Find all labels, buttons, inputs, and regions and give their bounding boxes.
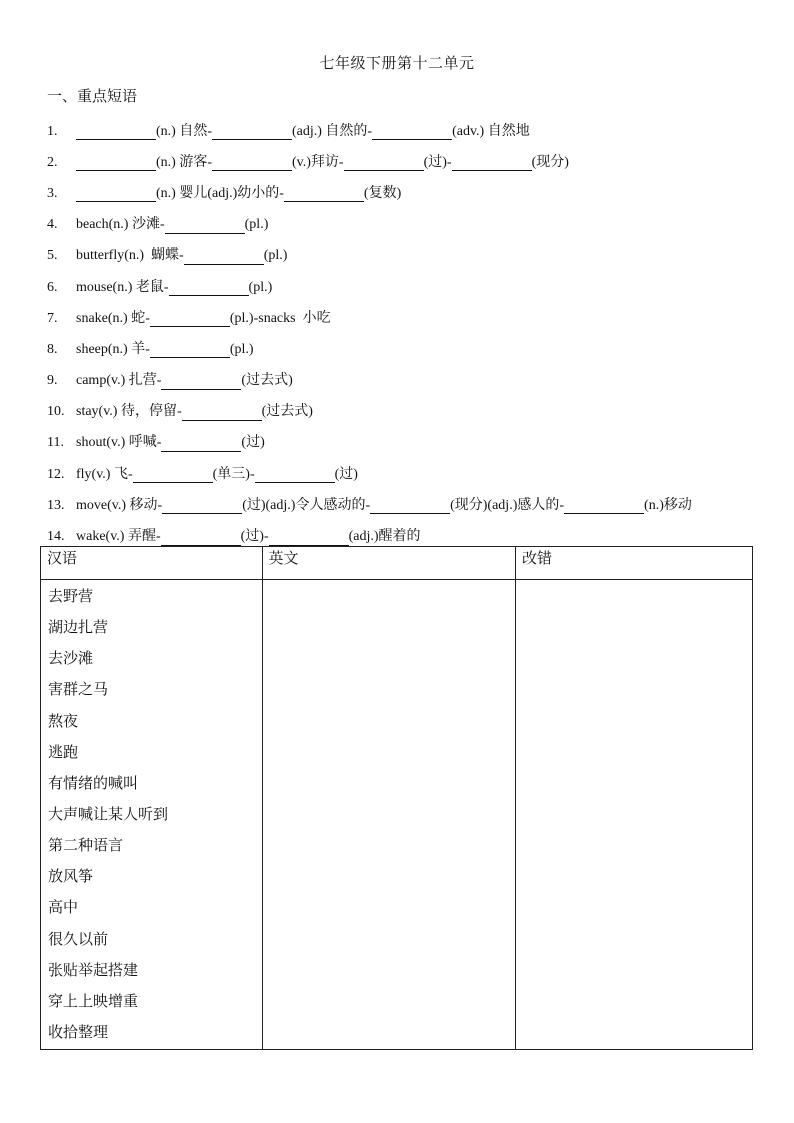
answer-blank[interactable] bbox=[372, 125, 452, 140]
answer-blank[interactable] bbox=[212, 125, 292, 140]
phrase-item bbox=[47, 397, 777, 428]
item-text: (n.) 游客- bbox=[156, 154, 212, 170]
correction-area[interactable] bbox=[515, 580, 752, 1050]
answer-blank[interactable] bbox=[212, 156, 292, 171]
answer-blank[interactable] bbox=[76, 156, 156, 171]
item-text: (单三)- bbox=[212, 466, 255, 482]
phrase-item bbox=[47, 303, 777, 334]
header-correction: 改错 bbox=[515, 547, 752, 580]
item-text: (pl.) bbox=[229, 341, 254, 357]
table-header-row bbox=[41, 547, 753, 580]
answer-blank[interactable] bbox=[133, 468, 213, 483]
item-text: (复数) bbox=[363, 185, 402, 201]
answer-blank[interactable] bbox=[184, 250, 264, 265]
item-text: (过)- bbox=[240, 529, 269, 545]
answer-blank[interactable] bbox=[370, 499, 450, 514]
table-row-chinese: 害群之马 bbox=[48, 680, 109, 699]
item-number: 3. bbox=[47, 185, 58, 201]
item-text: (pl.) bbox=[248, 279, 273, 295]
item-text: beach(n.) 沙滩- bbox=[76, 217, 165, 233]
answer-blank[interactable] bbox=[284, 187, 364, 202]
item-text: stay(v.) 待，停留- bbox=[76, 404, 182, 420]
table-row-chinese: 大声喊让某人听到 bbox=[48, 804, 169, 823]
item-text: camp(v.) 扎营- bbox=[76, 373, 162, 389]
phrase-item bbox=[47, 147, 777, 178]
item-number: 7. bbox=[47, 310, 58, 326]
translation-table bbox=[40, 546, 753, 1050]
answer-blank[interactable] bbox=[161, 531, 241, 546]
item-number: 1. bbox=[47, 123, 58, 139]
item-number: 2. bbox=[47, 154, 58, 170]
item-text: fly(v.) 飞- bbox=[76, 466, 133, 482]
chinese-column bbox=[41, 580, 263, 1050]
answer-blank[interactable] bbox=[165, 219, 245, 234]
item-text: butterfly(n.) 蝴蝶- bbox=[76, 248, 184, 264]
phrase-item bbox=[47, 366, 777, 397]
item-text: (现分)(adj.)感人的- bbox=[450, 497, 565, 513]
item-text: wake(v.) 弄醒- bbox=[76, 529, 161, 545]
phrase-item bbox=[47, 334, 777, 365]
phrase-item bbox=[47, 428, 777, 459]
item-text: (过) bbox=[241, 435, 265, 451]
answer-blank[interactable] bbox=[344, 156, 424, 171]
item-number: 9. bbox=[47, 373, 58, 389]
header-chinese: 汉语 bbox=[41, 547, 263, 580]
table-row-chinese: 熬夜 bbox=[48, 711, 79, 730]
table-row-chinese: 第二种语言 bbox=[48, 836, 124, 855]
page-title: 七年级下册第十二单元 bbox=[319, 54, 475, 72]
item-text: (pl.)-snacks 小吃 bbox=[229, 310, 331, 326]
item-text: (n.) 婴儿(adj.)幼小的- bbox=[156, 185, 284, 201]
item-text: (adj.)醒着的 bbox=[348, 529, 421, 545]
phrase-item bbox=[47, 116, 777, 147]
table-row-chinese: 逃跑 bbox=[48, 742, 79, 761]
item-text: (n.) 自然- bbox=[156, 123, 212, 139]
answer-blank[interactable] bbox=[269, 531, 349, 546]
table-row-chinese: 有情绪的喊叫 bbox=[48, 773, 139, 792]
item-number: 13. bbox=[47, 497, 65, 513]
item-number: 12. bbox=[47, 466, 65, 482]
section-heading: 一、重点短语 bbox=[47, 87, 138, 105]
item-text: (pl.) bbox=[244, 217, 269, 233]
item-text: (v.)拜访- bbox=[292, 154, 344, 170]
item-number: 14. bbox=[47, 529, 65, 545]
answer-blank[interactable] bbox=[564, 499, 644, 514]
table-row-chinese: 穿上上映增重 bbox=[48, 991, 139, 1010]
item-text: mouse(n.) 老鼠- bbox=[76, 279, 169, 295]
phrase-item bbox=[47, 490, 777, 521]
item-number: 4. bbox=[47, 217, 58, 233]
item-text: (过去式) bbox=[261, 404, 313, 420]
phrase-item bbox=[47, 272, 777, 303]
table-row-chinese: 很久以前 bbox=[48, 929, 109, 948]
item-text: (现分) bbox=[531, 154, 569, 170]
table-row-chinese: 高中 bbox=[48, 898, 79, 917]
answer-blank[interactable] bbox=[150, 343, 230, 358]
answer-blank[interactable] bbox=[161, 437, 241, 452]
item-text: sheep(n.) 羊- bbox=[76, 341, 150, 357]
item-number: 5. bbox=[47, 248, 58, 264]
header-english: 英文 bbox=[262, 547, 515, 580]
item-text: snake(n.) 蛇- bbox=[76, 310, 150, 326]
answer-blank[interactable] bbox=[76, 187, 156, 202]
item-text: (adj.) 自然的- bbox=[292, 123, 373, 139]
answer-blank[interactable] bbox=[182, 406, 262, 421]
item-text: (adv.) 自然地 bbox=[452, 123, 530, 139]
table-row-chinese: 湖边扎营 bbox=[48, 618, 109, 637]
table-row-chinese: 张贴举起搭建 bbox=[48, 960, 139, 979]
item-number: 8. bbox=[47, 341, 58, 357]
item-text: (过)(adj.)令人感动的- bbox=[242, 497, 371, 513]
phrase-list bbox=[47, 116, 777, 553]
phrase-item bbox=[47, 241, 777, 272]
phrase-item bbox=[47, 210, 777, 241]
table-body-row bbox=[41, 580, 753, 1050]
english-answer-area[interactable] bbox=[262, 580, 515, 1050]
answer-blank[interactable] bbox=[76, 125, 156, 140]
answer-blank[interactable] bbox=[169, 281, 249, 296]
table-row-chinese: 去沙滩 bbox=[48, 649, 94, 668]
answer-blank[interactable] bbox=[452, 156, 532, 171]
table-row-chinese: 收拾整理 bbox=[48, 1022, 109, 1041]
item-text: (n.)移动 bbox=[644, 497, 692, 513]
item-number: 6. bbox=[47, 279, 58, 295]
table-row-chinese: 去野营 bbox=[48, 587, 94, 605]
item-text: (过去式) bbox=[241, 373, 293, 389]
item-text: move(v.) 移动- bbox=[76, 497, 163, 513]
answer-blank[interactable] bbox=[150, 312, 230, 327]
item-text: (过) bbox=[334, 466, 358, 482]
answer-blank[interactable] bbox=[161, 375, 241, 390]
item-number: 10. bbox=[47, 404, 65, 420]
item-text: shout(v.) 呼喊- bbox=[76, 435, 162, 451]
table-row-chinese: 放风筝 bbox=[48, 867, 94, 886]
phrase-item bbox=[47, 178, 777, 209]
answer-blank[interactable] bbox=[255, 468, 335, 483]
phrase-item bbox=[47, 459, 777, 490]
item-text: (过)- bbox=[423, 154, 452, 170]
item-text: (pl.) bbox=[263, 248, 288, 264]
answer-blank[interactable] bbox=[162, 499, 242, 514]
item-number: 11. bbox=[47, 435, 64, 451]
